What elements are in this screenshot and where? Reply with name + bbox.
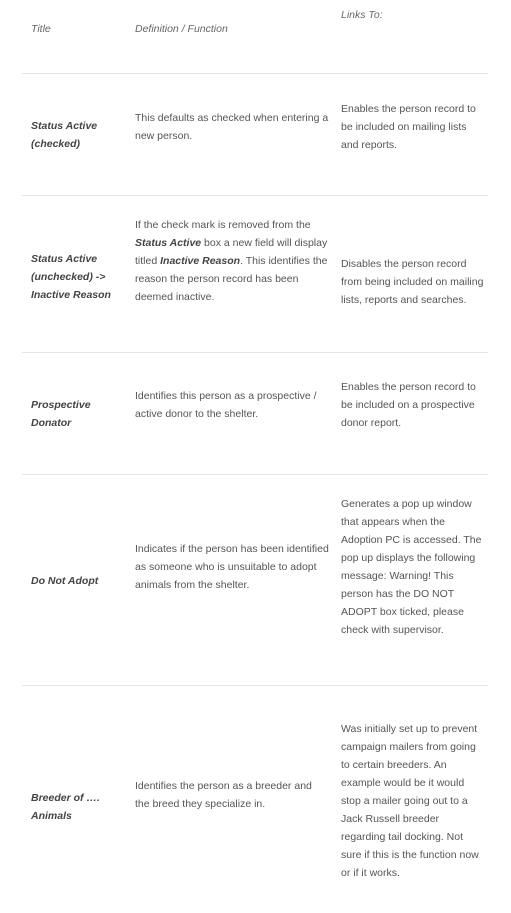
row-title-cell <box>31 353 126 475</box>
row-definition: If the check mark is removed from the Status Active box a new field will display titled Inactive Reason. This identifies the reason the person record has been deemed inactive. <box>135 218 328 303</box>
row-title-cell <box>31 475 126 686</box>
row-definition: Identifies the person as a breeder and the breed they specialize in. <box>135 779 312 810</box>
table-row <box>22 195 488 353</box>
row-definition-cell <box>135 461 329 672</box>
header-links: Links To: <box>341 9 383 21</box>
row-links-cell <box>341 203 485 360</box>
table-row <box>22 474 488 686</box>
header-definition: Definition / Function <box>135 23 228 35</box>
row-links-cell <box>341 66 485 188</box>
row-links: Generates a pop up window that appears when the Adoption PC is accessed. The pop up displays the following message: Warning! This person has the DO NOT ADOPT box ticked, please check with supervisor. <box>341 497 482 636</box>
row-title: Prospective Donator <box>31 399 91 429</box>
row-title: Do Not Adopt <box>31 574 99 587</box>
row-links-cell <box>341 694 485 907</box>
row-links: Enables the person record to be included on mailing lists and reports. <box>341 103 476 151</box>
row-links: Enables the person record to be included on a prospective donor report. <box>341 381 476 429</box>
row-title-cell <box>31 700 126 913</box>
row-links: Was initially set up to prevent campaign mailers from going to certain breeders. An example would be it would stop a mailer going out to a Jack Russell breeder regarding tail docking. Not sure if this is the function now or if it works. <box>341 722 479 879</box>
header-title: Title <box>31 23 51 35</box>
row-links-cell <box>341 461 485 672</box>
row-title: Breeder of …. Animals <box>31 791 100 822</box>
row-links: Disables the person record from being included on mailing lists, reports and searches. <box>341 257 484 306</box>
table-row <box>22 685 488 899</box>
row-definition: Indicates if the person has been identified as someone who is unsuitable to adopt animals from the shelter. <box>135 542 329 591</box>
row-definition-cell <box>135 182 329 339</box>
row-definition-cell <box>135 344 329 466</box>
row-title-cell <box>31 74 126 196</box>
row-definition: This defaults as checked when entering a new person. <box>135 112 329 142</box>
table-row <box>22 73 488 196</box>
row-title-cell <box>31 198 126 355</box>
row-definition-cell <box>135 66 329 188</box>
row-definition-cell <box>135 688 329 901</box>
row-links-cell <box>341 344 485 466</box>
table-row <box>22 352 488 475</box>
row-title: Status Active (checked) <box>31 120 98 150</box>
row-definition: Identifies this person as a prospective / active donor to the shelter. <box>135 390 317 420</box>
row-title: Status Active (unchecked) -> Inactive Reason <box>31 252 111 301</box>
